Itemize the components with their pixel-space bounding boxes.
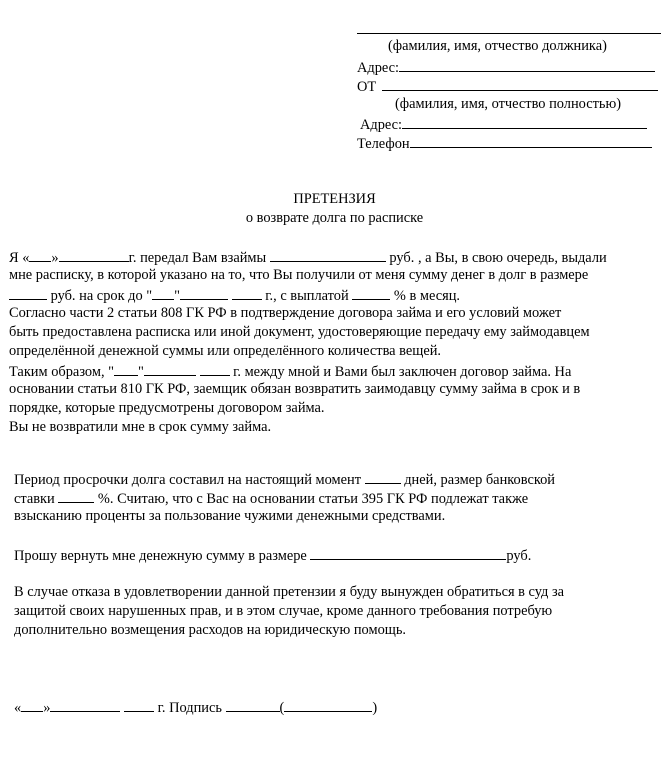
paragraph-overdue bbox=[14, 469, 666, 526]
address-label: Адрес: bbox=[357, 60, 400, 76]
address2-row bbox=[360, 114, 647, 135]
address2-field[interactable] bbox=[402, 114, 647, 129]
text-line: Таким образом, " " г. между мной и Вами был заключен договор займа. На bbox=[9, 361, 661, 380]
paragraph-article-808 bbox=[9, 304, 661, 361]
paragraph-not-returned bbox=[9, 418, 661, 437]
text-line: основании статьи 810 ГК РФ, заемщик обязан возвратить заимодавцу сумму займа в срок и в bbox=[9, 381, 581, 397]
sign-month-field[interactable] bbox=[50, 697, 120, 712]
from-label: ОТ bbox=[357, 79, 377, 95]
signature-field[interactable] bbox=[226, 697, 280, 712]
sign-day-field[interactable] bbox=[21, 697, 43, 712]
debt-amount-field[interactable] bbox=[9, 285, 47, 300]
signature-name-field[interactable] bbox=[284, 697, 372, 712]
term-year-field[interactable] bbox=[232, 285, 262, 300]
contract-day-field[interactable] bbox=[114, 361, 138, 376]
requested-amount-field[interactable] bbox=[310, 545, 506, 560]
document-title: ПРЕТЕНЗИЯ bbox=[293, 191, 376, 207]
text-line: Период просрочки долга составил на настоящий момент дней, размер банковской bbox=[14, 469, 666, 488]
overdue-days-field[interactable] bbox=[365, 469, 401, 484]
term-day-field[interactable] bbox=[152, 285, 174, 300]
address2-label: Адрес: bbox=[360, 117, 403, 133]
term-month-field[interactable] bbox=[180, 285, 228, 300]
paragraph-request bbox=[14, 545, 666, 564]
address-row bbox=[357, 57, 655, 78]
phone-label: Телефон bbox=[357, 136, 410, 152]
from-row bbox=[357, 76, 658, 97]
loan-amount-field[interactable] bbox=[270, 247, 386, 262]
text-line: быть предоставлена расписка или иной документ, удостоверяющие передачу ему займодавцем bbox=[9, 324, 590, 340]
text-line: защитой своих нарушенных прав, и в этом случае, кроме данного требования потребую bbox=[14, 603, 553, 619]
contract-year-field[interactable] bbox=[200, 361, 230, 376]
month-field[interactable] bbox=[59, 247, 129, 262]
text-line: Я « » г. передал Вам взаймы руб. , а Вы, в свою очередь, выдали bbox=[9, 247, 661, 266]
debtor-name-line[interactable] bbox=[357, 32, 661, 34]
paragraph-court bbox=[14, 583, 666, 640]
debtor-caption: (фамилия, имя, отчество должника) bbox=[388, 38, 607, 54]
day-field[interactable] bbox=[29, 247, 51, 262]
phone-row bbox=[357, 133, 652, 154]
paragraph-contract bbox=[9, 361, 661, 418]
from-field[interactable] bbox=[382, 76, 658, 91]
text-line: ставки %. Считаю, что с Вас на основании статьи 395 ГК РФ подлежат также bbox=[14, 488, 666, 507]
text-line: В случае отказа в удовлетворении данной претензии я буду вынужден обратиться в суд за bbox=[14, 584, 565, 600]
text-line: дополнительно возмещения расходов на юридическую помощь. bbox=[14, 622, 407, 638]
text-line: мне расписку, в которой указано на то, что Вы получили от меня сумму денег в долг в размере bbox=[9, 267, 589, 283]
sign-year-field[interactable] bbox=[124, 697, 154, 712]
document-subtitle: о возврате долга по расписке bbox=[245, 210, 424, 226]
contract-month-field[interactable] bbox=[144, 361, 196, 376]
text-line: руб. на срок до " " г., с выплатой % в месяц. bbox=[9, 285, 661, 304]
address-field[interactable] bbox=[399, 57, 655, 72]
signature-row: « » г. Подпись ( ) bbox=[14, 697, 377, 718]
text-line: Согласно части 2 статьи 808 ГК РФ в подтверждение договора займа и его условий может bbox=[9, 305, 562, 321]
paragraph-loan bbox=[9, 247, 661, 304]
text-line: порядке, которые предусмотрены договором займа. bbox=[9, 400, 325, 416]
bank-rate-field[interactable] bbox=[58, 488, 94, 503]
text-line: Прошу вернуть мне денежную сумму в размере руб. bbox=[14, 545, 666, 564]
text-line: Вы не возвратили мне в срок сумму займа. bbox=[9, 419, 272, 435]
text-line: взысканию проценты за пользование чужими денежными средствами. bbox=[14, 508, 446, 524]
phone-field[interactable] bbox=[410, 133, 652, 148]
interest-rate-field[interactable] bbox=[352, 285, 390, 300]
sender-caption: (фамилия, имя, отчество полностью) bbox=[395, 96, 621, 112]
text-line: определённой денежной суммы или определённого количества вещей. bbox=[9, 343, 442, 359]
